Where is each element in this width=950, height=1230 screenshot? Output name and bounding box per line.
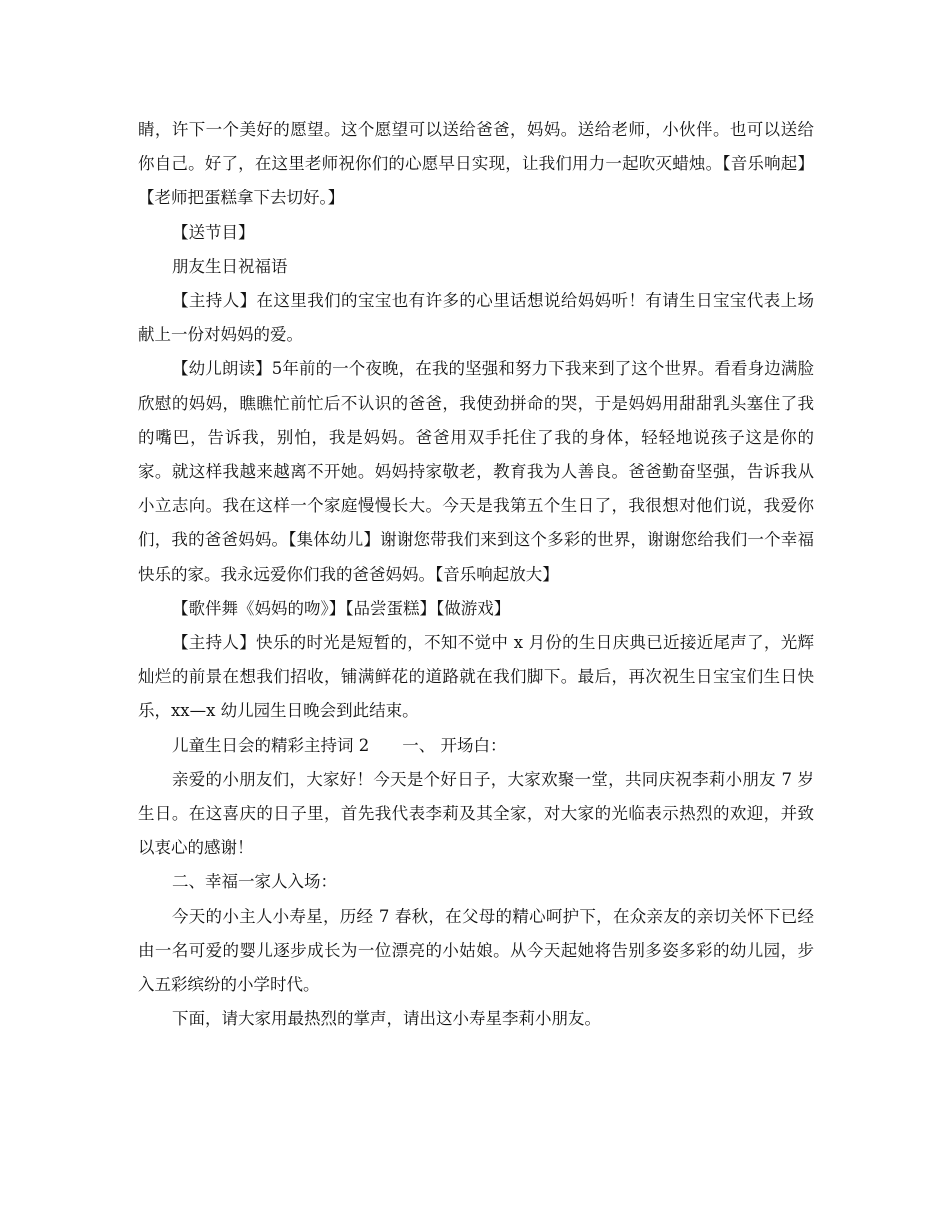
paragraph-section-heading: 儿童生日会的精彩主持词 2 一、 开场白： xyxy=(172,735,507,755)
paragraph-opening-welcome: 亲爱的小朋友们，大家好！今天是个好日子，大家欢聚一堂，共同庆祝李莉小朋友 7 岁生日。在这喜庆的日子里，首先我代表李莉及其全家，对大家的光临表示热烈的欢迎，并致以衷心的感谢！ xyxy=(138,769,814,858)
paragraph-child-reading: 【幼儿朗读】5年前的一个夜晚，在我的坚强和努力下我来到了这个世界。看看身边满脸欣慰的妈妈，瞧瞧忙前忙后不认识的爸爸，我使劲拼命的哭，于是妈妈用甜甜乳头塞住了我的嘴巴，告诉我，别怕，我是妈妈。爸爸用双手托住了我的身体，轻轻地说孩子这是你的家。就这样我越来越离不开她。妈妈持家敬老，教育我为人善良。爸爸勤奋坚强，告诉我从小立志向。我在这样一个家庭慢慢长大。今天是我第五个生日了，我很想对他们说，我爱你们，我的爸爸妈妈。【集体幼儿】谢谢您带我们来到这个多彩的世界，谢谢您给我们一个幸福快乐的家。我永远爱你们我的爸爸妈妈。【音乐响起放大】 xyxy=(138,359,814,584)
paragraph-continuation: 睛，许下一个美好的愿望。这个愿望可以送给爸爸，妈妈。送给老师，小伙伴。也可以送给你自己。好了，在这里老师祝你们的心愿早日实现，让我们用力一起吹灭蜡烛。【音乐响起】【老师把蛋糕拿下去切好。】 xyxy=(138,120,814,208)
paragraph-applause: 下面，请大家用最热烈的掌声，请出这小寿星李莉小朋友。 xyxy=(172,1009,601,1029)
paragraph-song-dance: 【歌伴舞《妈妈的吻》】【品尝蛋糕】【做游戏】 xyxy=(172,598,511,618)
paragraph-send-program: 【送节目】 xyxy=(172,222,255,242)
document-body xyxy=(138,113,814,1036)
paragraph-birthday-star: 今天的小主人小寿星，历经 7 春秋，在父母的精心呵护下，在众亲友的亲切关怀下已经由一名可爱的婴儿逐步成长为一位漂亮的小姑娘。从今天起她将告别多姿多彩的幼儿园，步入五彩缤纷的小学时代。 xyxy=(138,906,814,995)
paragraph-host-invite: 【主持人】在这里我们的宝宝也有许多的心里话想说给妈妈听！有请生日宝宝代表上场献上一份对妈妈的爱。 xyxy=(138,291,814,345)
paragraph-friend-greeting-title: 朋友生日祝福语 xyxy=(172,256,288,276)
paragraph-host-closing: 【主持人】快乐的时光是短暂的，不知不觉中 x 月份的生日庆典已近接近尾声了，光辉灿烂的前景在想我们招收，铺满鲜花的道路就在我们脚下。最后，再次祝生日宝宝们生日快乐，xx—x 幼儿园生日晚会到此结束。 xyxy=(138,633,814,721)
paragraph-family-entrance-heading: 二、幸福一家人入场： xyxy=(172,872,337,892)
